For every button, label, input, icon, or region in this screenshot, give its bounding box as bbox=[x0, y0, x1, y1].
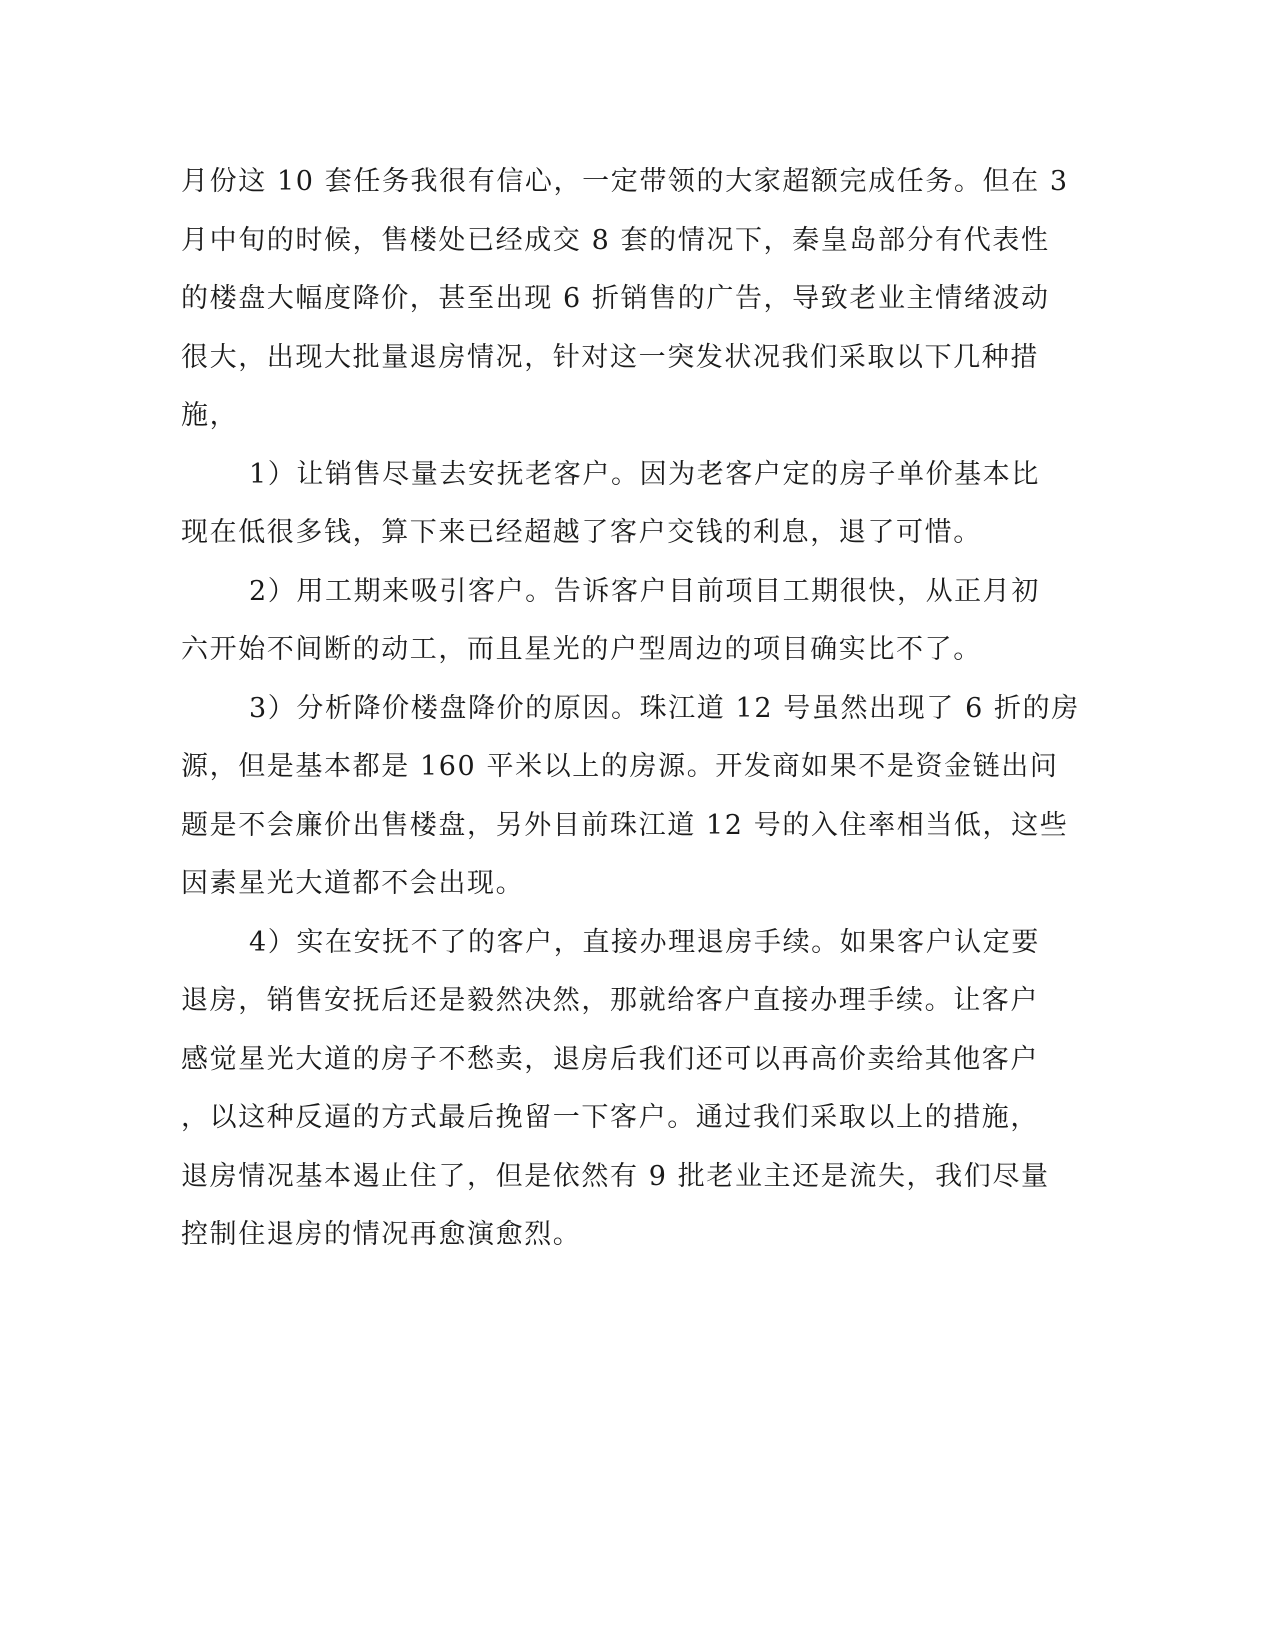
text-line: 施， bbox=[181, 400, 239, 431]
list-item-1-line: 1）让销售尽量去安抚老客户。因为老客户定的房子单价基本比 bbox=[249, 458, 1040, 490]
text-line: 题是不会廉价出售楼盘，另外目前珠江道 12 号的入住率相当低，这些 bbox=[181, 809, 1069, 841]
text-line: 源，但是基本都是 160 平米以上的房源。开发商如果不是资金链出问 bbox=[181, 751, 1059, 782]
text-line: 现在低很多钱，算下来已经超越了客户交钱的利息，退了可惜。 bbox=[181, 517, 982, 548]
document-body bbox=[181, 153, 1080, 1265]
text-line: 的楼盘大幅度降价，甚至出现 6 折销售的广告，导致老业主情绪波动 bbox=[181, 283, 1050, 314]
text-line: 退房情况基本遏止住了，但是依然有 9 批老业主还是流失，我们尽量 bbox=[181, 1160, 1050, 1192]
text-line: 月份这 10 套任务我很有信心，一定带领的大家超额完成任务。但在 3 bbox=[181, 166, 1069, 197]
text-line: 控制住退房的情况再愈演愈烈。 bbox=[181, 1219, 582, 1250]
text-line: 感觉星光大道的房子不愁卖，退房后我们还可以再高价卖给其他客户 bbox=[181, 1043, 1039, 1075]
list-item-2-line: 2）用工期来吸引客户。告诉客户目前项目工期很快，从正月初 bbox=[249, 575, 1040, 607]
text-line: 很大，出现大批量退房情况，针对这一突发状况我们采取以下几种措 bbox=[181, 341, 1039, 373]
text-line: 月中旬的时候，售楼处已经成交 8 套的情况下，秦皇岛部分有代表性 bbox=[181, 224, 1050, 256]
list-item-4-line: 4）实在安抚不了的客户，直接办理退房手续。如果客户认定要 bbox=[249, 926, 1040, 958]
text-line: 退房，销售安抚后还是毅然决然，那就给客户直接办理手续。让客户 bbox=[181, 985, 1039, 1016]
list-item-3-line: 3）分析降价楼盘降价的原因。珠江道 12 号虽然出现了 6 折的房 bbox=[249, 692, 1080, 724]
text-line: 六开始不间断的动工，而且星光的户型周边的项目确实比不了。 bbox=[181, 634, 982, 665]
text-line: 因素星光大道都不会出现。 bbox=[181, 868, 525, 899]
text-line: ，以这种反逼的方式最后挽留一下客户。通过我们采取以上的措施， bbox=[181, 1102, 1039, 1133]
